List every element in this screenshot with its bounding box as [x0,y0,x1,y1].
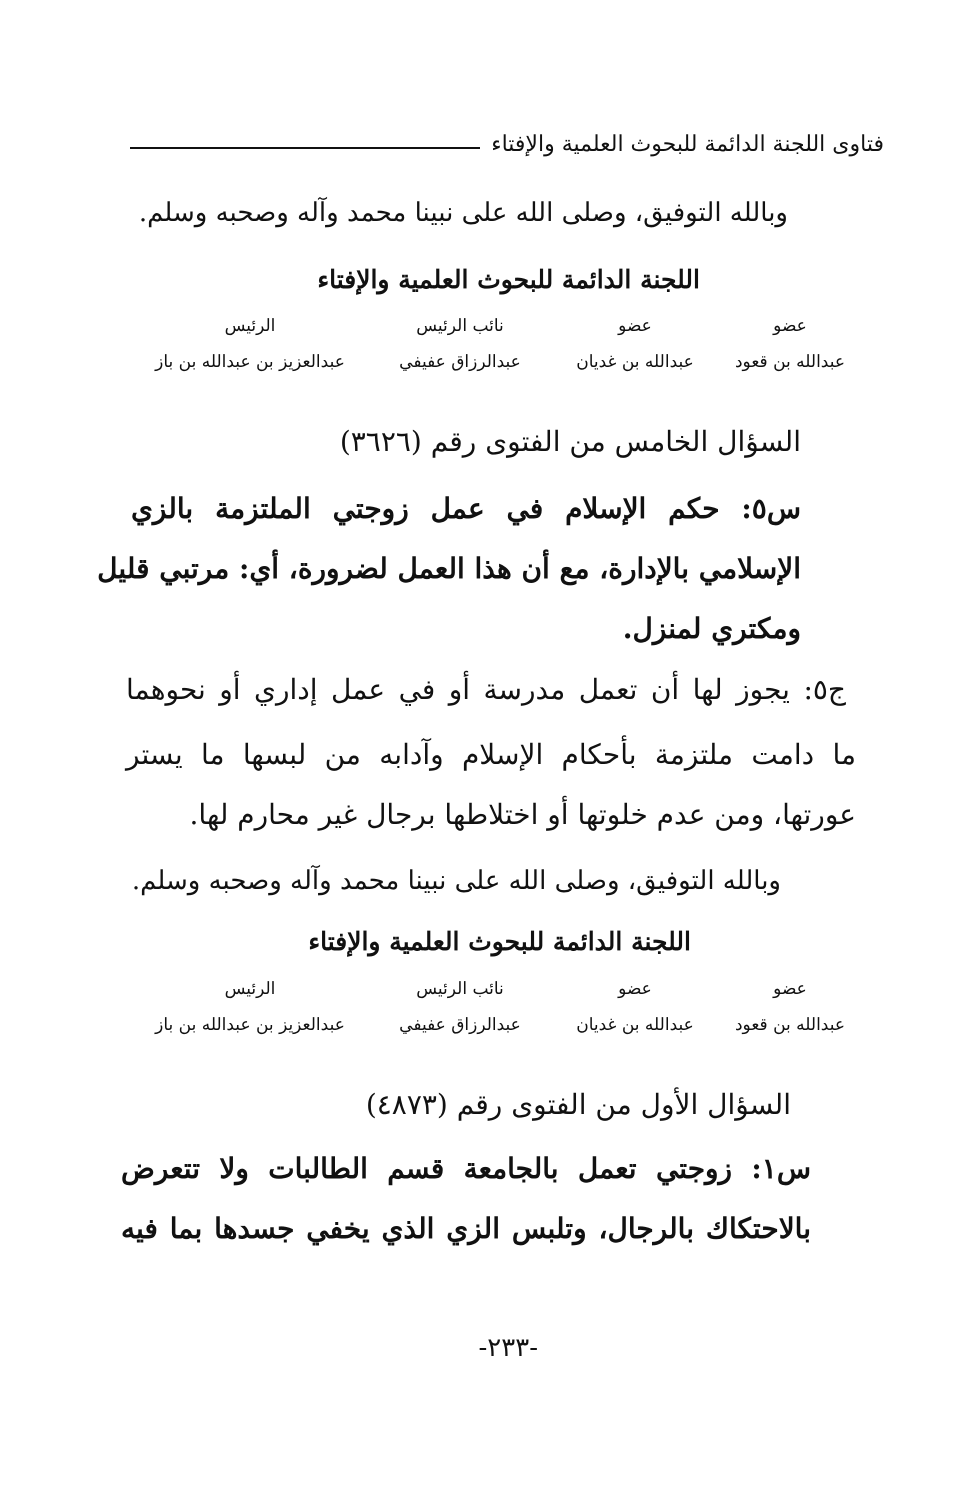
signatory-role: نائب الرئيس [416,316,504,336]
signatory-name: عبدالله بن غديان [576,1015,694,1035]
signatory [720,316,860,372]
question-line: س١: زوجتي تعمل بالجامعة قسم الطالبات ولا تتعرض [121,1152,811,1185]
signatory-role: نائب الرئيس [416,979,504,999]
signatory [140,316,360,372]
signatory-name: عبدالرزاق عفيفي [399,352,521,372]
signature-row [140,979,860,1059]
committee-name: اللجنة الدائمة للبحوث العلمية والإفتاء [308,927,691,956]
signatory [720,979,860,1035]
question-title: السؤال الخامس من الفتوى رقم (٣٦٢٦) [339,425,801,458]
question-line: بالاحتكاك بالرجال، وتلبس الزي الذي يخفي جسدها بما فيه [121,1212,811,1245]
running-header: فتاوى اللجنة الدائمة للبحوث العلمية والإفتاء [491,132,884,157]
signatory [140,979,360,1035]
signatory [560,979,710,1035]
committee-name: اللجنة الدائمة للبحوث العلمية والإفتاء [317,265,700,294]
signatory-role: الرئيس [224,979,276,999]
page-number: -٢٣٣- [478,1333,538,1363]
signatory [380,316,540,372]
question-title: السؤال الأول من الفتوى رقم (٤٨٧٣) [365,1088,791,1121]
answer-line: ج٥: يجوز لها أن تعمل مدرسة أو في عمل إداري أو نحوهما [126,673,846,706]
signatory-name: عبدالعزيز بن عبدالله بن باز [155,1015,345,1035]
header-rule [130,147,480,149]
signatory-name: عبدالرزاق عفيفي [399,1015,521,1035]
signatory-name: عبدالله بن غديان [576,352,694,372]
signatory [560,316,710,372]
closing-line: وبالله التوفيق، وصلى الله على نبينا محمد وآله وصحبه وسلم. [138,198,788,228]
question-line: ومكتري لمنزل. [622,612,801,645]
signatory-name: عبدالعزيز بن عبدالله بن باز [155,352,345,372]
signatory [380,979,540,1035]
answer-line: ما دامت ملتزمة بأحكام الإسلام وآدابه من لبسها ما يستر [126,738,856,771]
signatory-name: عبدالله بن قعود [734,352,845,372]
signatory-role: الرئيس [224,316,276,336]
signatory-name: عبدالله بن قعود [734,1015,845,1035]
answer-line: عورتها، ومن عدم خلوتها أو اختلاطها برجال غير محارم لها. [189,798,856,831]
closing-line: وبالله التوفيق، وصلى الله على نبينا محمد وآله وصحبه وسلم. [131,866,781,896]
signatory-role: عضو [773,979,807,999]
question-line: س٥: حكم الإسلام في عمل زوجتي الملتزمة بالزي [131,492,801,525]
question-line: الإسلامي بالإدارة، مع أن هذا العمل لضرورة، أي: مرتبي قليل [97,552,801,585]
signature-row [140,316,860,396]
signatory-role: عضو [618,979,652,999]
signatory-role: عضو [773,316,807,336]
signatory-role: عضو [618,316,652,336]
